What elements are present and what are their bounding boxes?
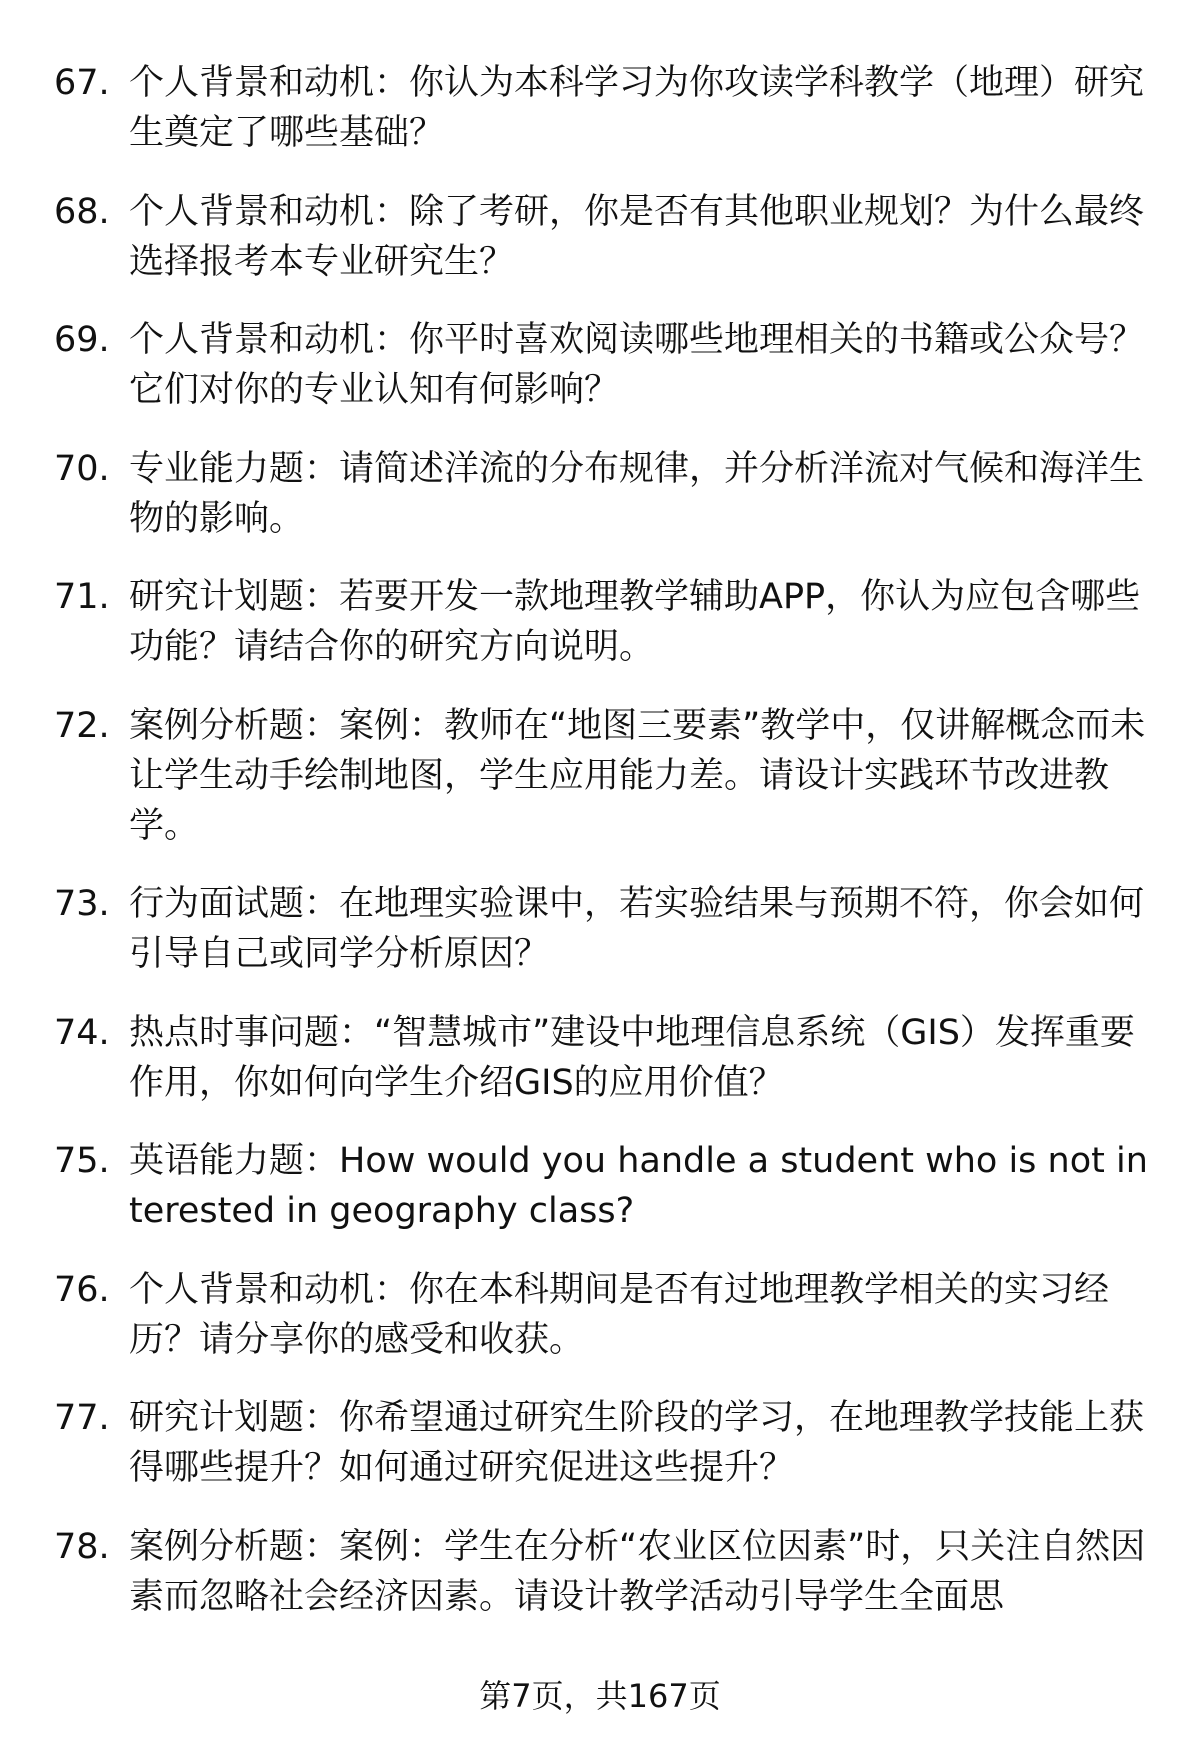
question-list [54,58,1149,1650]
question-text: 案例分析题：案例：学生在分析“农业区位因素”时，只关注自然因素而忽略社会经济因素。请设计教学活动引导学生全面思 [129,1526,1146,1617]
question-item-78 [54,1522,1149,1622]
question-number: 77. [54,1398,110,1438]
question-item-73 [54,879,1149,979]
question-item-76 [54,1265,1149,1365]
question-item-70 [54,444,1149,544]
question-item-72 [54,701,1149,851]
question-item-69 [54,315,1149,415]
question-text: 热点时事问题：“智慧城市”建设中地理信息系统（GIS）发挥重要作用，你如何向学生介绍GIS的应用价值？ [129,1012,1135,1103]
question-number: 74. [54,1012,110,1053]
question-number: 73. [54,884,110,924]
question-text: 个人背景和动机：除了考研，你是否有其他职业规划？为什么最终选择报考本专业研究生？ [129,191,1145,282]
question-text: 行为面试题：在地理实验课中，若实验结果与预期不符，你会如何引导自己或同学分析原因？ [129,884,1145,974]
question-item-71 [54,572,1149,672]
question-text: 英语能力题：How would you handle a student who is not interested in geography class? [129,1141,1148,1231]
question-item-74 [54,1008,1149,1108]
question-number: 71. [54,577,110,617]
question-item-68 [54,187,1149,287]
question-number: 67. [54,63,110,103]
question-text: 研究计划题：你希望通过研究生阶段的学习，在地理教学技能上获得哪些提升？如何通过研究促进这些提升？ [129,1398,1145,1488]
question-number: 78. [54,1526,110,1567]
question-item-67 [54,58,1149,158]
question-number: 68. [54,191,110,232]
question-text: 专业能力题：请简述洋流的分布规律，并分析洋流对气候和海洋生物的影响。 [129,448,1145,539]
question-item-77 [54,1393,1149,1493]
question-item-75 [54,1136,1149,1236]
question-number: 70. [54,448,110,489]
question-text: 研究计划题：若要开发一款地理教学辅助APP，你认为应包含哪些功能？请结合你的研究方向说明。 [129,577,1141,667]
question-text: 个人背景和动机：你平时喜欢阅读哪些地理相关的书籍或公众号？它们对你的专业认知有何影响？ [129,320,1145,410]
question-number: 69. [54,320,110,360]
question-number: 72. [54,705,110,746]
question-text: 个人背景和动机：你在本科期间是否有过地理教学相关的实习经历？请分享你的感受和收获。 [129,1269,1110,1360]
question-number: 76. [54,1269,110,1310]
question-text: 案例分析题：案例：教师在“地图三要素”教学中，仅讲解概念而未让学生动手绘制地图，学生应用能力差。请设计实践环节改进教学。 [129,705,1146,846]
page-number-footer: 第7页，共167页 [479,1677,721,1715]
question-text: 个人背景和动机：你认为本科学习为你攻读学科教学（地理）研究生奠定了哪些基础？ [129,63,1145,153]
question-number: 75. [54,1141,110,1181]
